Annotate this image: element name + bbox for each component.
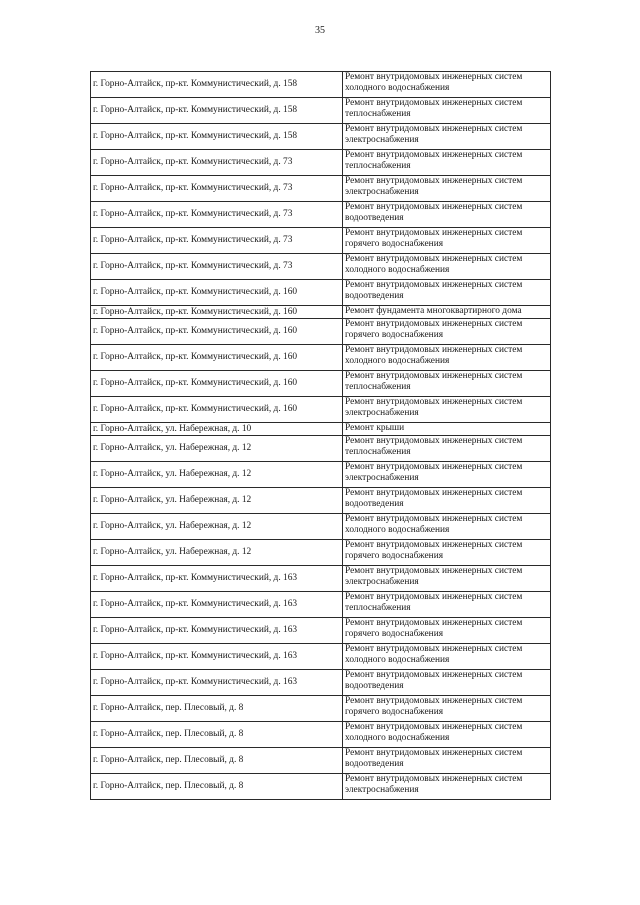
address-cell: г. Горно-Алтайск, пр-кт. Коммунистический, д. 163	[91, 566, 343, 592]
table-row	[91, 254, 551, 280]
table-row	[91, 436, 551, 462]
work-type-cell	[343, 696, 551, 722]
address-cell: г. Горно-Алтайск, ул. Набережная, д. 10	[91, 423, 343, 436]
address-cell: г. Горно-Алтайск, пр-кт. Коммунистический, д. 160	[91, 319, 343, 345]
table-row	[91, 176, 551, 202]
work-type-line: холодного водоснабжения	[345, 654, 450, 665]
work-type-line: Ремонт внутридомовых инженерных систем	[345, 254, 523, 264]
work-type-cell	[343, 644, 551, 670]
address-cell: г. Горно-Алтайск, пр-кт. Коммунистический, д. 160	[91, 306, 343, 319]
address-cell: г. Горно-Алтайск, пр-кт. Коммунистический, д. 160	[91, 345, 343, 371]
table-row	[91, 488, 551, 514]
work-type-cell	[343, 748, 551, 774]
work-type-cell	[343, 72, 551, 98]
table-row	[91, 540, 551, 566]
work-type-cell	[343, 514, 551, 540]
work-type-line: Ремонт внутридомовых инженерных систем	[345, 176, 523, 186]
work-type-line: Ремонт внутридомовых инженерных систем	[345, 670, 523, 680]
work-type-line: водоотведения	[345, 680, 404, 691]
work-type-line: теплоснабжения	[345, 446, 411, 457]
work-type-line: горячего водоснабжения	[345, 706, 444, 717]
work-type-line: Ремонт внутридомовых инженерных систем	[345, 462, 523, 472]
work-type-line: электроснабжения	[345, 784, 419, 795]
work-type-line: Ремонт внутридомовых инженерных систем	[345, 722, 523, 732]
work-type-line: холодного водоснабжения	[345, 732, 450, 743]
work-type-cell	[343, 254, 551, 280]
address-cell: г. Горно-Алтайск, ул. Набережная, д. 12	[91, 540, 343, 566]
address-cell: г. Горно-Алтайск, пр-кт. Коммунистический, д. 158	[91, 98, 343, 124]
work-type-line: водоотведения	[345, 758, 404, 769]
table-row	[91, 371, 551, 397]
work-type-cell	[343, 462, 551, 488]
work-type-line: Ремонт внутридомовых инженерных систем	[345, 150, 523, 160]
work-type-cell	[343, 592, 551, 618]
work-type-cell	[343, 488, 551, 514]
address-cell: г. Горно-Алтайск, пр-кт. Коммунистический, д. 160	[91, 371, 343, 397]
address-cell: г. Горно-Алтайск, пр-кт. Коммунистический, д. 160	[91, 397, 343, 423]
work-type-line: электроснабжения	[345, 134, 419, 145]
work-type-line: Ремонт внутридомовых инженерных систем	[345, 774, 523, 784]
work-type-cell	[343, 98, 551, 124]
work-type-cell	[343, 124, 551, 150]
work-type-line: Ремонт внутридомовых инженерных систем	[345, 98, 523, 108]
table-row	[91, 670, 551, 696]
work-type-line: электроснабжения	[345, 472, 419, 483]
address-cell: г. Горно-Алтайск, пр-кт. Коммунистический, д. 160	[91, 280, 343, 306]
work-type-line: электроснабжения	[345, 407, 419, 418]
work-type-line: Ремонт внутридомовых инженерных систем	[345, 202, 523, 212]
table-row	[91, 306, 551, 319]
work-type-line: Ремонт фундамента многоквартирного дома	[345, 306, 522, 316]
work-type-line: теплоснабжения	[345, 108, 411, 119]
address-cell: г. Горно-Алтайск, пр-кт. Коммунистический, д. 163	[91, 670, 343, 696]
work-type-line: Ремонт внутридомовых инженерных систем	[345, 371, 523, 381]
work-type-line: Ремонт внутридомовых инженерных систем	[345, 124, 523, 134]
address-cell: г. Горно-Алтайск, пр-кт. Коммунистический, д. 158	[91, 72, 343, 98]
work-type-cell	[343, 670, 551, 696]
work-type-cell	[343, 540, 551, 566]
work-type-line: горячего водоснабжения	[345, 550, 444, 561]
table-row	[91, 228, 551, 254]
address-cell: г. Горно-Алтайск, ул. Набережная, д. 12	[91, 514, 343, 540]
work-type-line: холодного водоснабжения	[345, 355, 450, 366]
work-type-line: Ремонт внутридомовых инженерных систем	[345, 280, 523, 290]
table-row	[91, 618, 551, 644]
work-type-cell	[343, 397, 551, 423]
table-row	[91, 748, 551, 774]
work-type-line: Ремонт внутридомовых инженерных систем	[345, 540, 523, 550]
address-cell: г. Горно-Алтайск, пер. Плесовый, д. 8	[91, 774, 343, 800]
address-cell: г. Горно-Алтайск, пер. Плесовый, д. 8	[91, 722, 343, 748]
work-type-line: Ремонт внутридомовых инженерных систем	[345, 397, 523, 407]
address-cell: г. Горно-Алтайск, пер. Плесовый, д. 8	[91, 748, 343, 774]
table-row	[91, 644, 551, 670]
work-type-line: Ремонт крыши	[345, 423, 405, 433]
table-row	[91, 280, 551, 306]
work-type-cell	[343, 436, 551, 462]
table-row	[91, 696, 551, 722]
address-cell: г. Горно-Алтайск, ул. Набережная, д. 12	[91, 488, 343, 514]
table-row	[91, 98, 551, 124]
work-type-line: Ремонт внутридомовых инженерных систем	[345, 72, 523, 82]
work-type-line: Ремонт внутридомовых инженерных систем	[345, 228, 523, 238]
work-type-line: Ремонт внутридомовых инженерных систем	[345, 514, 523, 524]
table-row	[91, 423, 551, 436]
address-cell: г. Горно-Алтайск, пр-кт. Коммунистический, д. 73	[91, 150, 343, 176]
work-type-line: водоотведения	[345, 290, 404, 301]
work-type-line: горячего водоснабжения	[345, 628, 444, 639]
work-type-line: Ремонт внутридомовых инженерных систем	[345, 592, 523, 602]
address-cell: г. Горно-Алтайск, пр-кт. Коммунистический, д. 73	[91, 228, 343, 254]
work-type-cell	[343, 774, 551, 800]
work-type-line: теплоснабжения	[345, 381, 411, 392]
work-type-cell	[343, 423, 551, 436]
work-type-line: Ремонт внутридомовых инженерных систем	[345, 748, 523, 758]
table-row	[91, 592, 551, 618]
table-row	[91, 566, 551, 592]
work-type-line: горячего водоснабжения	[345, 238, 444, 249]
address-cell: г. Горно-Алтайск, пер. Плесовый, д. 8	[91, 696, 343, 722]
table-row	[91, 774, 551, 800]
work-type-line: теплоснабжения	[345, 602, 411, 613]
work-type-line: холодного водоснабжения	[345, 524, 450, 535]
work-type-cell	[343, 202, 551, 228]
work-type-line: Ремонт внутридомовых инженерных систем	[345, 436, 523, 446]
work-type-line: холодного водоснабжения	[345, 264, 450, 275]
work-type-cell	[343, 371, 551, 397]
work-type-cell	[343, 618, 551, 644]
table-row	[91, 124, 551, 150]
table-row	[91, 72, 551, 98]
table-row	[91, 345, 551, 371]
address-cell: г. Горно-Алтайск, пр-кт. Коммунистический, д. 163	[91, 644, 343, 670]
page-number: 35	[315, 25, 325, 36]
work-type-line: Ремонт внутридомовых инженерных систем	[345, 618, 523, 628]
work-type-cell	[343, 176, 551, 202]
table-row	[91, 150, 551, 176]
work-type-line: водоотведения	[345, 212, 404, 223]
work-type-line: Ремонт внутридомовых инженерных систем	[345, 319, 523, 329]
work-type-cell	[343, 722, 551, 748]
address-cell: г. Горно-Алтайск, пр-кт. Коммунистический, д. 163	[91, 618, 343, 644]
address-cell: г. Горно-Алтайск, ул. Набережная, д. 12	[91, 462, 343, 488]
work-type-cell	[343, 566, 551, 592]
work-type-cell	[343, 228, 551, 254]
work-type-cell	[343, 345, 551, 371]
work-type-line: теплоснабжения	[345, 160, 411, 171]
table-row	[91, 462, 551, 488]
address-cell: г. Горно-Алтайск, пр-кт. Коммунистический, д. 158	[91, 124, 343, 150]
work-type-line: холодного водоснабжения	[345, 82, 450, 93]
work-type-line: Ремонт внутридомовых инженерных систем	[345, 488, 523, 498]
address-cell: г. Горно-Алтайск, пр-кт. Коммунистический, д. 163	[91, 592, 343, 618]
work-type-cell	[343, 150, 551, 176]
work-type-line: водоотведения	[345, 498, 404, 509]
address-cell: г. Горно-Алтайск, пр-кт. Коммунистический, д. 73	[91, 176, 343, 202]
table-row	[91, 319, 551, 345]
table-row	[91, 514, 551, 540]
work-type-cell	[343, 319, 551, 345]
address-cell: г. Горно-Алтайск, пр-кт. Коммунистический, д. 73	[91, 202, 343, 228]
address-cell: г. Горно-Алтайск, пр-кт. Коммунистический, д. 73	[91, 254, 343, 280]
work-type-cell	[343, 280, 551, 306]
repair-works-table	[90, 71, 551, 800]
work-type-line: Ремонт внутридомовых инженерных систем	[345, 345, 523, 355]
address-cell: г. Горно-Алтайск, ул. Набережная, д. 12	[91, 436, 343, 462]
work-type-line: горячего водоснабжения	[345, 329, 444, 340]
work-type-line: Ремонт внутридомовых инженерных систем	[345, 566, 523, 576]
work-type-line: электроснабжения	[345, 576, 419, 587]
table-row	[91, 202, 551, 228]
work-type-line: Ремонт внутридомовых инженерных систем	[345, 696, 523, 706]
table-row	[91, 722, 551, 748]
table-row	[91, 397, 551, 423]
work-type-line: Ремонт внутридомовых инженерных систем	[345, 644, 523, 654]
work-type-line: электроснабжения	[345, 186, 419, 197]
work-type-cell	[343, 306, 551, 319]
table-body	[91, 72, 551, 800]
